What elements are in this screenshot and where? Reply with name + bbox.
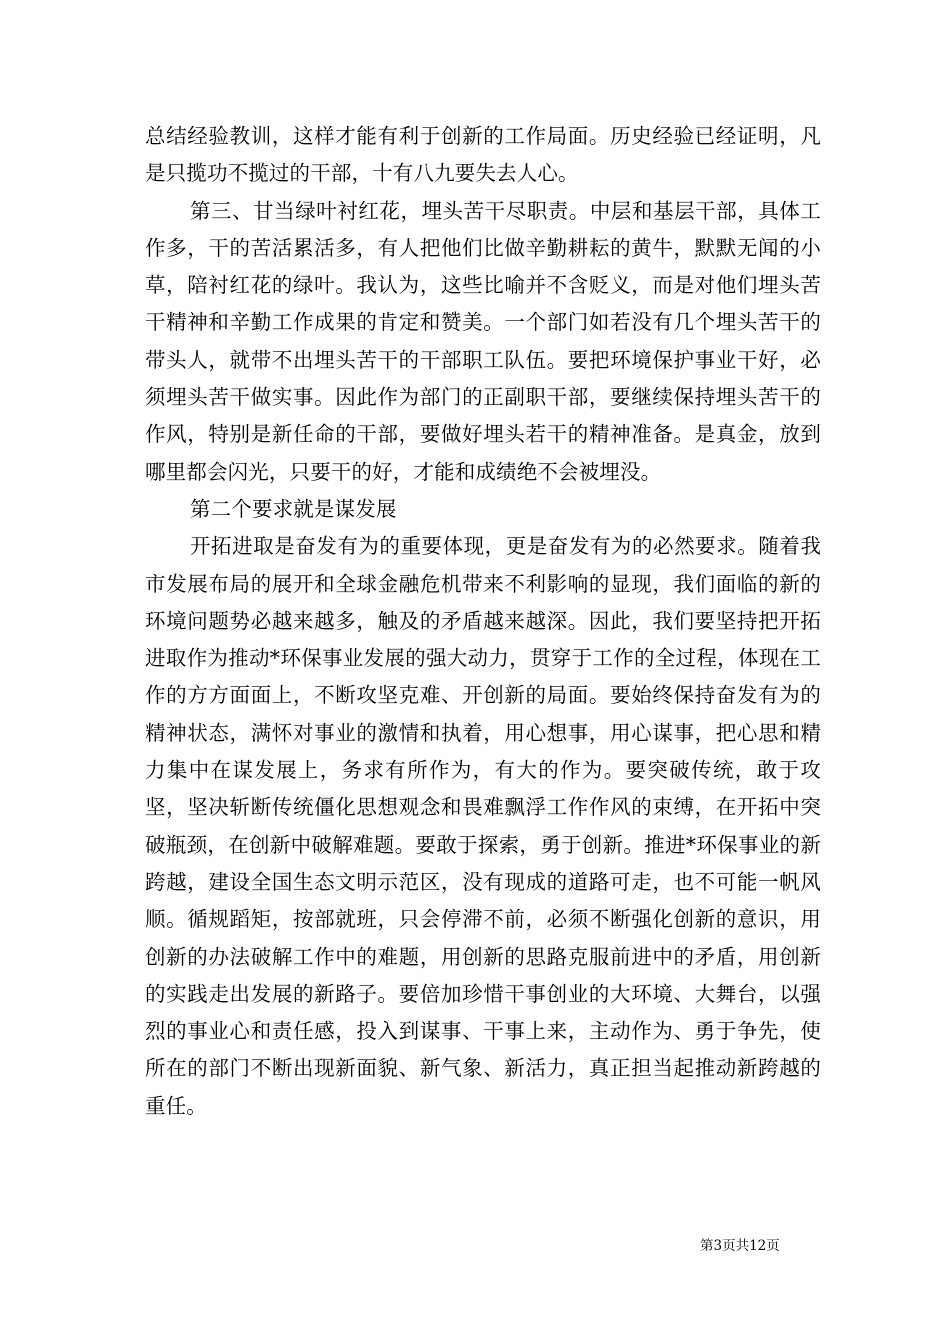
paragraph-4: 开拓进取是奋发有为的重要体现，更是奋发有为的必然要求。随着我市发展布局的展开和全球金融危机带来不利影响的显现，我们面临的新的环境问题势必越来越多，触及的矛盾越来越深。因此，我们要坚持把开拓进取作为推动*环保事业发展的强大动力，贯穿于工作的全过程，体现在工作的方方面面上，不断攻坚克难、开创新的局面。要始终保持奋发有为的精神状态，满怀对事业的激情和执着，用心想事，用心谋事，把心思和精力集中在谋发展上，务求有所作为，有大的作为。要突破传统，敢于攻坚，坚决斩断传统僵化思想观念和畏难飘浮工作作风的束缚，在开拓中突破瓶颈，在创新中破解难题。要敢于探索，勇于创新。推进*环保事业的新跨越，建设全国生态文明示范区，没有现成的道路可走，也不可能一帆风顺。循规蹈矩，按部就班，只会停滞不前，必须不断强化创新的意识，用创新的办法破解工作中的难题，用创新的思路克服前进中的矛盾，用创新的实践走出发展的新路子。要倍加珍惜干事创业的大环境、大舞台，以强烈的事业心和责任感，投入到谋事、干事上来，主动作为、勇于争先，使所在的部门不断出现新面貌、新气象、新活力，真正担当起推动新跨越的重任。 <box>145 534 821 1118</box>
paragraph-1: 总结经验教训，这样才能有利于创新的工作局面。历史经验已经证明，凡是只揽功不揽过的干部，十有八九要失去人心。 <box>145 124 821 186</box>
body-text <box>145 118 821 1125</box>
paragraph-3-heading: 第二个要求就是谋发展 <box>190 496 397 521</box>
paragraph-2: 第三、甘当绿叶衬红花，埋头苦干尽职责。中层和基层干部，具体工作多，干的苦活累活多，有人把他们比做辛勤耕耘的黄牛，默默无闻的小草，陪衬红花的绿叶。我认为，这些比喻并不含贬义，而是对他们埋头苦干精神和辛勤工作成果的肯定和赞美。一个部门如若没有几个埋头苦干的带头人，就带不出埋头苦干的干部职工队伍。要把环境保护事业干好，必须埋头苦干做实事。因此作为部门的正副职干部，要继续保持埋头苦干的作风，特别是新任命的干部，要做好埋头若干的精神准备。是真金，放到哪里都会闪光，只要干的好，才能和成绩绝不会被埋没。 <box>145 198 821 484</box>
page-number-footer: 第3页共12页 <box>700 1238 780 1254</box>
